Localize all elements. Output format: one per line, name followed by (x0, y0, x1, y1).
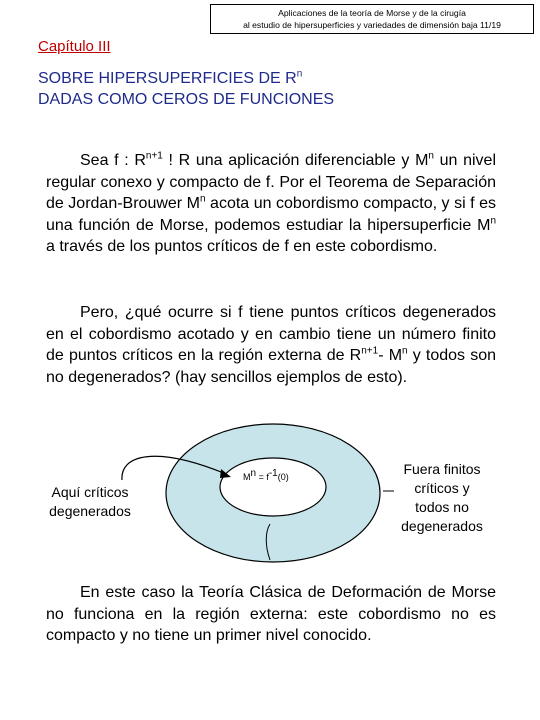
p1-text: ! R una aplicación diferenciable y M (162, 152, 429, 169)
p2-sup: n (402, 345, 408, 357)
manifold-label-text: M (243, 472, 251, 482)
outside-label-line: Fuera finitos (403, 461, 481, 477)
title-sup: n (296, 68, 303, 80)
p2-text: - M (378, 347, 403, 364)
outside-label-line: degenerados (401, 518, 483, 534)
p2-text: y todos son no degenerados? (hay sencillos ejemplos de esto). (46, 347, 497, 386)
manifold-label (243, 468, 289, 483)
degenerate-label (30, 483, 150, 521)
header-line-1: Aplicaciones de la teoría de Morse y de la cirugía (278, 8, 466, 18)
title-line-2: DADAS COMO CEROS DE FUNCIONES (38, 91, 335, 108)
outside-label-line: todos no (415, 499, 469, 515)
p1-text: un nivel regular conexo y compacto de f. Por el Teorema de Separación de Jordan-Brouwer M (46, 152, 497, 212)
p1-sup: n+1 (145, 150, 163, 162)
manifold-label-text: = f (256, 472, 269, 482)
p1-text: a través de los puntos críticos de f en este cobordismo. (46, 238, 438, 255)
outside-label-line: críticos y (414, 480, 470, 496)
title-line-1: SOBRE HIPERSUPERFICIES DE R (38, 70, 297, 87)
p1-text: acota un cobordismo compacto, y si f es una función de Morse, podemos estudiar la hipersuperficie M (46, 195, 496, 234)
p1-sup: n (428, 150, 434, 162)
p2-sup: n+1 (361, 345, 379, 357)
p1-sup: n (490, 215, 496, 227)
p3-text: En este caso la Teoría Clásica de Deformación de Morse no funciona en la región externa: este cobordismo no es compacto y no tiene un primer nivel conocido. (46, 584, 496, 644)
p1-text: Sea f : R (80, 152, 146, 169)
manifold-label-text: (0) (277, 472, 289, 482)
header-line-2: al estudio de hipersuperficies y variedades de dimensión baja 11/19 (243, 20, 501, 30)
p2-text: Pero, ¿qué ocurre si f tiene puntos críticos degenerados en el cobordismo acotado y en cambio tiene un número finito de puntos críticos en la región externa de R (46, 304, 496, 364)
paragraph-3 (46, 582, 496, 647)
chapter-heading: Capítulo III (38, 38, 111, 55)
manifold-label-sup: n (250, 468, 257, 479)
outside-label (382, 460, 502, 536)
manifold-label-sup: -1 (268, 468, 278, 479)
degenerate-label-line: degenerados (49, 503, 131, 519)
inner-ellipse (220, 458, 326, 516)
p1-sup: n (199, 193, 206, 205)
degenerate-label-line: Aquí críticos (51, 484, 129, 500)
